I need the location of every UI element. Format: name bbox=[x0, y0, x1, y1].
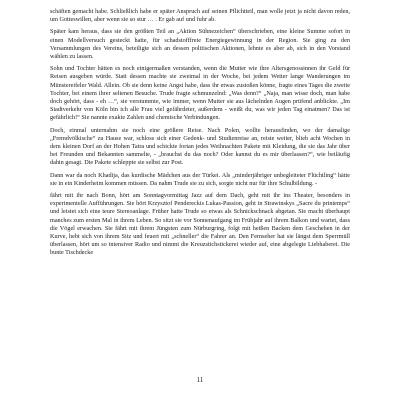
body-text bbox=[50, 8, 350, 258]
paragraph: Später kam heraus, dass sie den größten Teil an „Aktion Sühnezeichen“ überschrieben, eine kleine Summe sofort in einen Modellversuch gesteckt hatte, für schadstofffreie Energiegewinnung in der Region. Sie ging zu den Versammlungen des Vereins, beteiligte sich an dessen politischen Aktionen, lehnte es aber ab, sich in den Vorstand wählen zu lassen. bbox=[50, 28, 350, 61]
page-number: 11 bbox=[196, 376, 204, 384]
paragraph: fährt mit ihr nach Bonn, hört am Sonntagvormittag Jazz auf dem Dach, geht mit ihr ins Theater, besonders in experimentelle Aufführungen. Sie hört Krzysztof Pendereckis Lukas-Passion, geht in Strawinskys „Sacre du printemps“ und leistet sich eine teure Stereoanlage. Früher hatte Trude so etwas als Schnickschnack abgetan. Sie macht überhaupt manches zum ersten Mal in ihrem Leben. So sitzt sie vor Sonnenaufgang im Frühjahr auf ihrem Balkon und wartet, dass die Vögel erwachen. Sie fährt mit ihrem Jüngsten zum Nürburgring, folgt mit heißen Backen dem Geschehen in der Kurve, hebt sich von ihrem Sitz und feuert mit „schneller“ die Fahrer an. Den Fernseher hat sie längst dem Sperrmüll überlassen, hört um so intensiver Radio und nimmt die Kreuzstichstickerei wieder auf, eine abgelegte Liebhaberei. Die bunte Tischdecke bbox=[50, 192, 350, 257]
paragraph: Dann war da noch Khadija, das kurdische Mädchen aus der Türkei. Als „minderjähriger unbegleiteter Flüchtling“ hätte sie in ein Kinderheim kommen müssen. Da nahm Trude sie zu sich, sorgte nicht nur für ihre Schulbildung. - bbox=[50, 171, 350, 187]
paragraph: schäften gemacht habe. Schließlich habe er später Anspruch auf seinen Pflichtteil, man wolle jetzt ja nicht davon reden, um Gotteswillen, aber wenn sie so stur … . Er gab auf und fuhr ab. bbox=[50, 8, 350, 24]
paragraph: Sohn und Tochter hätten es noch einigermaßen verstanden, wenn die Mutter wie ihre Altersgenossinnen ihr Geld für Reisen ausgeben würde. Statt dessen machte sie zweimal in der Woche, bei jedem Wetter lange Wanderungen im Münstereifeler Wald. Allein. Ob sie denn keine Angst habe, dass ihr etwas zustoßen könne, fragte eines Tages die zweite Tochter, bei einem ihrer seltenen Besuche. Trude fragte schmunzelnd: „Was denn?“ „Naja, man wisse doch, man habe doch gehört, dass - eh …“, sie verstummte, wie immer, wenn Mutter sie aus lächelnden Augen prüfend anblickte. „Im Stadtverkehr von Köln bin ich alle Frau viel gefährdeter, außerdem - weißt du, was wir jeden Tag einatmen? Das ist gefährlich!“ Sie nannte exakte Zahlen und chemische Verbindungen. bbox=[50, 65, 350, 122]
paragraph: Doch, einmal unternahm sie noch eine größere Reise. Nach Polen, wollte herausfinden, wo der damalige „Fremdvölkische“ zu Hause war, schloss sich einer Gedenk- und Studienreise an, reiste weiter, blieb acht Wochen in dem kleinen Dorf an der Hohen Tatra und schickte fortan jedes Weihnachten Pakete mit Kleidung, die sie das Jahr über bei Freunden und Bekannten sammelte, - „brauchst du das noch? Oder kannst du es mir überlassen?“, wie beiläufig dahin gesagt. Die Pakete schleppte sie selbst zur Post. bbox=[50, 126, 350, 167]
